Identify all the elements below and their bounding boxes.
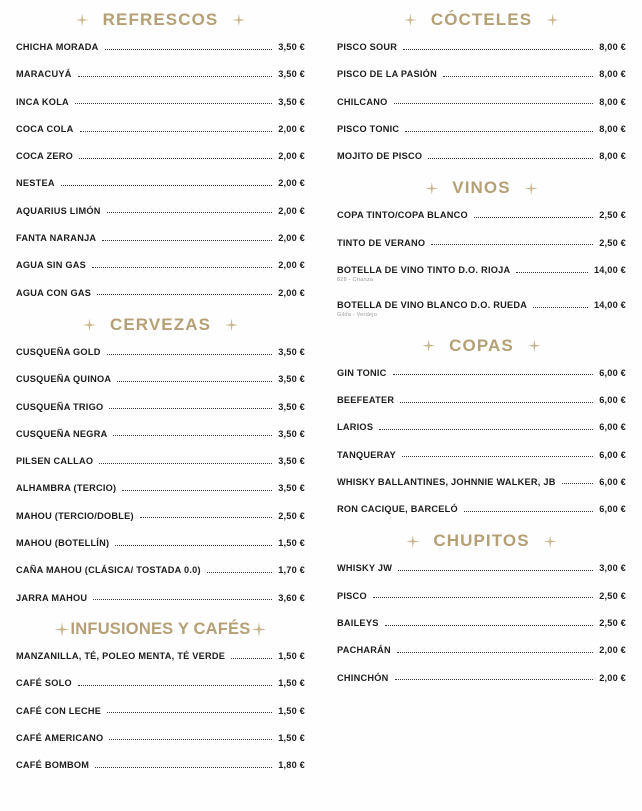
menu-item-row [337,97,626,107]
menu-item-subtitle: 828 - Crianza [337,277,374,284]
menu-item-name: MAHOU (BOTELLÍN) [16,538,110,549]
menu-item-row [16,456,305,466]
star-ornament-icon [83,318,96,331]
dotted-leader [464,511,593,512]
menu-item-name: WHISKY BALLANTINES, JOHNNIE WALKER, JB [337,476,556,487]
dotted-leader [385,625,594,626]
menu-item-price: 14,00 € [593,300,626,311]
menu-item-name: FANTA NARANJA [16,233,97,244]
menu-item [337,151,626,161]
menu-item [16,97,305,107]
menu-item [16,651,305,661]
menu-item-price: 1,80 € [278,760,305,771]
menu-item [16,565,305,575]
menu-item-name: CAFÉ BOMBOM [16,760,90,771]
menu-item-price: 3,60 € [278,592,305,603]
section-items-infusiones-y-cafes [16,651,305,770]
menu-item-name: BOTELLA DE VINO TINTO D.O. RIOJA [337,265,511,276]
dotted-leader [93,599,272,600]
menu-item-row [337,618,626,628]
menu-item [16,69,305,79]
menu-item-row [337,395,626,405]
menu-item-row [337,124,626,134]
menu-item-name: INCA KOLA [16,96,69,107]
menu-item-price: 2,00 € [278,151,305,162]
dotted-leader [379,429,593,430]
menu-item-price: 2,00 € [278,178,305,189]
section-items-chupitos [337,563,626,682]
section-heading-copas [337,336,626,356]
menu-item-name: PISCO DE LA PASIÓN [337,69,437,80]
menu-item-name: CAFÉ SOLO [16,678,72,689]
section-heading-cocteles [337,10,626,30]
menu-item-price: 2,50 € [599,590,626,601]
menu-item-row [337,210,626,220]
menu-item-price: 6,00 € [599,449,626,460]
menu-item-name: GIN TONIC [337,367,387,378]
menu-item-name: PILSEN CALLAO [16,456,94,467]
menu-item-name: COCA COLA [16,123,74,134]
dotted-leader [105,49,273,50]
dotted-leader [373,597,593,598]
star-ornament-icon [406,535,419,548]
menu-item-price: 14,00 € [593,265,626,276]
section-items-refrescos [16,42,305,298]
menu-item [337,395,626,405]
menu-item-price: 8,00 € [599,123,626,134]
dotted-leader [393,374,594,375]
menu-item-price: 2,50 € [278,510,305,521]
menu-item [16,288,305,298]
dotted-leader [107,712,272,713]
dotted-leader [107,354,273,355]
menu-item [337,210,626,220]
dotted-leader [109,739,272,740]
menu-item [337,97,626,107]
menu-item-row [16,733,305,743]
section-heading-cervezas [16,315,305,335]
menu-item [337,422,626,432]
dotted-leader [394,103,594,104]
star-ornament-icon [544,535,557,548]
dotted-leader [117,381,272,382]
menu-item-name: CAFÉ AMERICANO [16,732,104,743]
section-items-vinos [337,210,626,318]
menu-item-name: PISCO TONIC [337,123,400,134]
menu-item-name: BOTELLA DE VINO BLANCO D.O. RUEDA [337,300,528,311]
section-heading-infusiones-y-cafes [16,620,305,639]
menu-item-name: PACHARÁN [337,645,391,656]
menu-item-price: 8,00 € [599,42,626,52]
menu-item-name: CUSQUEÑA QUINOA [16,374,112,385]
menu-item-subtitle: Gilda - Verdejo [337,312,378,319]
menu-item-price: 2,00 € [278,287,305,298]
menu-item-name: MANZANILLA, TÉ, POLEO MENTA, TÉ VERDE [16,650,226,661]
menu-item-row [16,206,305,216]
menu-item-row [16,760,305,770]
menu-item [16,678,305,688]
menu-item-price: 2,50 € [599,237,626,248]
menu-item-row [16,288,305,298]
menu-item-name: CUSQUEÑA NEGRA [16,428,108,439]
menu-item [337,673,626,683]
menu-item-name: WHISKY JW [337,563,393,574]
dotted-leader [400,402,593,403]
menu-item-row [16,233,305,243]
menu-item-name: BAILEYS [337,618,379,629]
star-ornament-icon [232,14,245,27]
menu-item-name: AQUARIUS LIMÓN [16,205,101,216]
menu-item-row [337,300,626,310]
dotted-leader [97,294,272,295]
section-title-text: CÓCTELES [430,10,533,29]
menu-item-price: 6,00 € [599,394,626,405]
menu-item-row [337,422,626,432]
menu-item-price: 2,00 € [278,233,305,244]
menu-item-row [16,178,305,188]
menu-item-row [16,538,305,548]
menu-item-name: MOJITO DE PISCO [337,151,423,162]
menu-item-row [337,368,626,378]
menu-item-name: AGUA SIN GAS [16,260,87,271]
dotted-leader [516,272,588,273]
menu-item [16,511,305,521]
menu-item-row [16,706,305,716]
menu-item [16,206,305,216]
menu-item-price: 2,00 € [599,645,626,656]
dotted-leader [231,658,272,659]
menu-item-row [16,42,305,52]
menu-item-price: 3,50 € [278,401,305,412]
menu-item-row [337,591,626,601]
dotted-leader [431,244,593,245]
menu-item [16,429,305,439]
dotted-leader [403,49,593,50]
dotted-leader [562,483,594,484]
section-items-cocteles [337,42,626,161]
menu-item-name: MAHOU (TERCIO/DOBLE) [16,510,134,521]
star-ornament-icon [55,622,70,637]
menu-item-price: 2,50 € [599,210,626,221]
star-ornament-icon [225,318,238,331]
dotted-leader [80,131,273,132]
menu-item-row [337,563,626,573]
menu-item-row [337,673,626,683]
star-ornament-icon [525,182,538,195]
menu-item-name: TANQUERAY [337,449,396,460]
dotted-leader [122,490,272,491]
menu-item-price: 8,00 € [599,96,626,107]
menu-item-price: 3,50 € [278,69,305,80]
menu-item-name: RON CACIQUE, BARCELÓ [337,504,458,515]
menu-item-price: 8,00 € [599,151,626,162]
menu-item [337,504,626,514]
dotted-leader [107,212,273,213]
menu-item [16,178,305,188]
dotted-leader [75,103,272,104]
menu-item [337,368,626,378]
menu-item-row [16,429,305,439]
menu-item [16,347,305,357]
menu-item-row [337,504,626,514]
menu-item [337,69,626,79]
star-ornament-icon [425,182,438,195]
dotted-leader [402,456,593,457]
menu-item-row [16,69,305,79]
menu-item-name: AGUA CON GAS [16,287,92,298]
menu-item-row [337,151,626,161]
menu-item-row [337,450,626,460]
menu-item-name: CAÑA MAHOU (CLÁSICA/ TOSTADA 0.0) [16,565,201,576]
dotted-leader [92,267,272,268]
star-ornament-icon [528,339,541,352]
menu-item-price: 8,00 € [599,69,626,80]
menu-item [337,591,626,601]
dotted-leader [474,217,593,218]
menu-item-name: CUSQUEÑA GOLD [16,346,101,357]
menu-item [337,563,626,573]
menu-item-name: JARRA MAHOU [16,592,88,603]
menu-item-row [16,651,305,661]
menu-item-name: CAFÉ CON LECHE [16,705,102,716]
section-heading-vinos [337,178,626,198]
menu-item [16,760,305,770]
dotted-leader [109,408,272,409]
menu-item [337,450,626,460]
menu-item-price: 2,00 € [278,205,305,216]
menu-item-row [16,511,305,521]
dotted-leader [428,158,593,159]
dotted-leader [95,767,272,768]
dotted-leader [61,185,272,186]
menu-item-row [16,97,305,107]
menu-item [337,42,626,52]
menu-item-row [16,593,305,603]
menu-item-price: 2,00 € [278,123,305,134]
dotted-leader [207,572,272,573]
menu-item [16,42,305,52]
section-title-text: INFUSIONES Y CAFÉS [70,619,251,638]
star-ornament-icon [76,14,89,27]
menu-item-name: PISCO SOUR [337,42,398,52]
menu-item [337,645,626,655]
menu-item [16,456,305,466]
menu-item-row [337,42,626,52]
menu-item [16,124,305,134]
menu-item-name: CHICHA MORADA [16,42,99,52]
star-ornament-icon [422,339,435,352]
star-ornament-icon [404,14,417,27]
menu-item-name: COCA ZERO [16,151,74,162]
dotted-leader [113,435,272,436]
menu-item [16,402,305,412]
menu-item [337,300,626,318]
menu-item-row [16,678,305,688]
dotted-leader [115,545,272,546]
menu-item-price: 6,00 € [599,476,626,487]
menu-item-row [337,265,626,275]
section-items-copas [337,368,626,515]
section-title-text: REFRESCOS [102,10,219,29]
menu-item-row [16,124,305,134]
menu-item-price: 1,50 € [278,538,305,549]
menu-item-row [16,402,305,412]
menu-item-price: 3,50 € [278,96,305,107]
dotted-leader [99,463,272,464]
dotted-leader [405,131,593,132]
menu-item-name: LARIOS [337,422,374,433]
menu-item-price: 3,50 € [278,456,305,467]
section-heading-refrescos [16,10,305,30]
menu-item-row [337,645,626,655]
menu-item-row [16,483,305,493]
menu-item-price: 1,50 € [278,705,305,716]
menu-item [337,124,626,134]
menu-item-name: ALHAMBRA (TERCIO) [16,483,117,494]
menu-item-name: CUSQUEÑA TRIGO [16,401,104,412]
menu-item [16,706,305,716]
menu-item-price: 3,50 € [278,428,305,439]
dotted-leader [78,685,272,686]
menu-item-price: 2,00 € [599,672,626,683]
menu-item [16,260,305,270]
dotted-leader [140,517,272,518]
dotted-leader [443,76,593,77]
menu-item-price: 6,00 € [599,367,626,378]
menu-item-name: TINTO DE VERANO [337,237,426,248]
dotted-leader [533,307,588,308]
menu-item [16,151,305,161]
menu-item-row [16,347,305,357]
menu-item-name: NESTEA [16,178,55,189]
menu-item [337,265,626,283]
menu-item-row [16,260,305,270]
menu-item-row [337,477,626,487]
star-ornament-icon [251,622,266,637]
menu-item [16,374,305,384]
menu-item [337,477,626,487]
menu-item-name: PISCO [337,590,367,601]
menu-item [337,238,626,248]
menu-item [16,733,305,743]
menu-item [337,618,626,628]
menu-item-name: BEEFEATER [337,394,395,405]
menu-item-row [337,238,626,248]
dotted-leader [79,158,272,159]
menu-item-name: COPA TINTO/COPA BLANCO [337,210,468,221]
menu-right-column [321,0,642,811]
menu-item-price: 3,00 € [599,563,626,574]
menu-item-price: 1,50 € [278,650,305,661]
section-items-cervezas [16,347,305,603]
menu-item-price: 3,50 € [278,374,305,385]
menu-item-price: 6,00 € [599,504,626,515]
section-title-text: VINOS [452,178,511,198]
menu-item-price: 3,50 € [278,346,305,357]
dotted-leader [102,240,272,241]
menu-item-price: 3,50 € [278,42,305,52]
menu-item-price: 3,50 € [278,483,305,494]
dotted-leader [78,76,273,77]
menu-item-price: 6,00 € [599,422,626,433]
menu-item-name: CHINCHÓN [337,672,389,683]
menu-item [16,593,305,603]
menu-item-price: 2,50 € [599,618,626,629]
section-title-text: COPAS [449,335,514,355]
menu-item-row [16,565,305,575]
dotted-leader [395,679,594,680]
menu-item-name: CHILCANO [337,96,388,107]
section-title-text: CERVEZAS [109,314,212,334]
menu-item-row [16,151,305,161]
star-ornament-icon [546,14,559,27]
dotted-leader [397,652,593,653]
section-title-text: CHUPITOS [433,531,530,551]
menu-item-price: 1,50 € [278,732,305,743]
menu-item-row [337,69,626,79]
menu-item-price: 1,70 € [278,565,305,576]
menu-item-name: MARACUYÁ [16,69,72,80]
menu-item [16,233,305,243]
menu-item [16,483,305,493]
menu-item [16,538,305,548]
menu-item-price: 2,00 € [278,260,305,271]
menu-item-price: 1,50 € [278,678,305,689]
section-heading-chupitos [337,531,626,551]
menu-item-row [16,374,305,384]
dotted-leader [398,570,593,571]
